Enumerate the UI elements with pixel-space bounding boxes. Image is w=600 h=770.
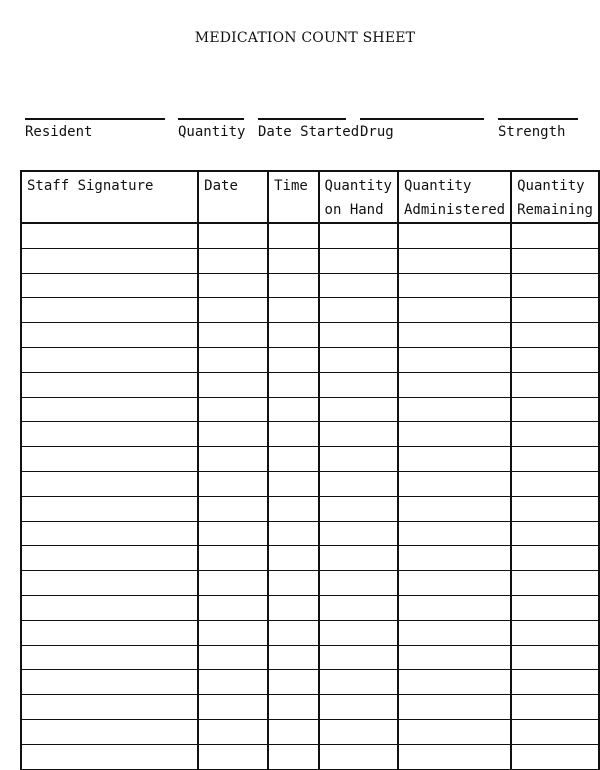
- table-row: [21, 397, 599, 422]
- table-row: [21, 248, 599, 273]
- cell-time[interactable]: [268, 323, 318, 348]
- cell-staff-signature[interactable]: [21, 273, 198, 298]
- cell-quantity-remaining[interactable]: [511, 298, 599, 323]
- cell-quantity-remaining[interactable]: [511, 670, 599, 695]
- cell-quantity-remaining[interactable]: [511, 571, 599, 596]
- cell-quantity-administered[interactable]: [398, 323, 511, 348]
- cell-time[interactable]: [268, 422, 318, 447]
- strength-field[interactable]: [498, 118, 578, 140]
- cell-time[interactable]: [268, 372, 318, 397]
- cell-quantity-on-hand[interactable]: [319, 620, 398, 645]
- cell-quantity-remaining[interactable]: [511, 323, 599, 348]
- cell-date[interactable]: [198, 620, 268, 645]
- cell-quantity-on-hand[interactable]: [319, 521, 398, 546]
- cell-date[interactable]: [198, 521, 268, 546]
- table-row: [21, 670, 599, 695]
- drug-label: Drug: [360, 124, 394, 140]
- cell-staff-signature[interactable]: [21, 496, 198, 521]
- cell-quantity-administered[interactable]: [398, 273, 511, 298]
- cell-quantity-administered[interactable]: [398, 571, 511, 596]
- cell-staff-signature[interactable]: [21, 670, 198, 695]
- medication-count-table: [20, 170, 600, 770]
- date-started-label: Date Started: [258, 124, 360, 140]
- cell-staff-signature[interactable]: [21, 620, 198, 645]
- cell-time[interactable]: [268, 248, 318, 273]
- cell-staff-signature[interactable]: [21, 447, 198, 472]
- table-row: [21, 645, 599, 670]
- cell-quantity-administered[interactable]: [398, 422, 511, 447]
- cell-time[interactable]: [268, 496, 318, 521]
- cell-quantity-administered[interactable]: [398, 223, 511, 248]
- cell-date[interactable]: [198, 546, 268, 571]
- cell-quantity-remaining[interactable]: [511, 372, 599, 397]
- cell-date[interactable]: [198, 496, 268, 521]
- date-started-field[interactable]: [258, 118, 360, 140]
- cell-quantity-on-hand[interactable]: [319, 223, 398, 248]
- column-header-quantity-administered: Quantity Administered: [398, 171, 511, 223]
- cell-quantity-administered[interactable]: [398, 670, 511, 695]
- table-row: [21, 372, 599, 397]
- cell-staff-signature[interactable]: [21, 422, 198, 447]
- cell-date[interactable]: [198, 248, 268, 273]
- cell-date[interactable]: [198, 595, 268, 620]
- cell-quantity-on-hand[interactable]: [319, 496, 398, 521]
- cell-staff-signature[interactable]: [21, 323, 198, 348]
- cell-quantity-remaining[interactable]: [511, 223, 599, 248]
- cell-staff-signature[interactable]: [21, 571, 198, 596]
- cell-quantity-on-hand[interactable]: [319, 471, 398, 496]
- cell-staff-signature[interactable]: [21, 744, 198, 769]
- cell-staff-signature[interactable]: [21, 719, 198, 744]
- cell-staff-signature[interactable]: [21, 645, 198, 670]
- cell-quantity-remaining[interactable]: [511, 248, 599, 273]
- cell-date[interactable]: [198, 719, 268, 744]
- cell-staff-signature[interactable]: [21, 695, 198, 720]
- cell-quantity-remaining[interactable]: [511, 744, 599, 769]
- cell-date[interactable]: [198, 744, 268, 769]
- cell-time[interactable]: [268, 521, 318, 546]
- cell-quantity-on-hand[interactable]: [319, 744, 398, 769]
- cell-quantity-on-hand[interactable]: [319, 447, 398, 472]
- cell-staff-signature[interactable]: [21, 298, 198, 323]
- cell-date[interactable]: [198, 347, 268, 372]
- cell-staff-signature[interactable]: [21, 397, 198, 422]
- cell-staff-signature[interactable]: [21, 521, 198, 546]
- cell-quantity-remaining[interactable]: [511, 521, 599, 546]
- cell-date[interactable]: [198, 670, 268, 695]
- cell-quantity-remaining[interactable]: [511, 397, 599, 422]
- quantity-field[interactable]: [178, 118, 244, 140]
- cell-quantity-administered[interactable]: [398, 620, 511, 645]
- cell-quantity-administered[interactable]: [398, 298, 511, 323]
- resident-label: Resident: [25, 124, 93, 140]
- column-header-staff-signature: Staff Signature: [21, 171, 198, 223]
- cell-quantity-administered[interactable]: [398, 347, 511, 372]
- cell-quantity-on-hand[interactable]: [319, 670, 398, 695]
- cell-time[interactable]: [268, 695, 318, 720]
- cell-staff-signature[interactable]: [21, 347, 198, 372]
- cell-quantity-remaining[interactable]: [511, 471, 599, 496]
- cell-quantity-administered[interactable]: [398, 595, 511, 620]
- cell-time[interactable]: [268, 546, 318, 571]
- cell-time[interactable]: [268, 397, 318, 422]
- cell-quantity-administered[interactable]: [398, 447, 511, 472]
- cell-time[interactable]: [268, 595, 318, 620]
- cell-time[interactable]: [268, 571, 318, 596]
- cell-quantity-remaining[interactable]: [511, 447, 599, 472]
- column-header-quantity-remaining: Quantity Remaining: [511, 171, 599, 223]
- cell-staff-signature[interactable]: [21, 248, 198, 273]
- cell-quantity-on-hand[interactable]: [319, 298, 398, 323]
- cell-staff-signature[interactable]: [21, 471, 198, 496]
- column-header-quantity-on-hand: Quantity on Hand: [319, 171, 398, 223]
- table-row: [21, 223, 599, 248]
- cell-time[interactable]: [268, 447, 318, 472]
- cell-quantity-on-hand[interactable]: [319, 695, 398, 720]
- cell-quantity-remaining[interactable]: [511, 595, 599, 620]
- cell-quantity-administered[interactable]: [398, 695, 511, 720]
- table-row: [21, 496, 599, 521]
- cell-date[interactable]: [198, 645, 268, 670]
- drug-line: [360, 118, 484, 120]
- table-row: [21, 298, 599, 323]
- cell-quantity-administered[interactable]: [398, 546, 511, 571]
- cell-time[interactable]: [268, 670, 318, 695]
- cell-quantity-on-hand[interactable]: [319, 422, 398, 447]
- column-header-time: Time: [268, 171, 318, 223]
- cell-quantity-remaining[interactable]: [511, 273, 599, 298]
- header-fields: [0, 118, 600, 158]
- cell-quantity-on-hand[interactable]: [319, 571, 398, 596]
- table-row: [21, 620, 599, 645]
- date-started-line: [258, 118, 346, 120]
- cell-quantity-remaining[interactable]: [511, 347, 599, 372]
- cell-quantity-administered[interactable]: [398, 645, 511, 670]
- cell-date[interactable]: [198, 323, 268, 348]
- table-row: [21, 323, 599, 348]
- table-row: [21, 571, 599, 596]
- cell-quantity-administered[interactable]: [398, 397, 511, 422]
- cell-quantity-remaining[interactable]: [511, 422, 599, 447]
- cell-date[interactable]: [198, 471, 268, 496]
- cell-quantity-on-hand[interactable]: [319, 323, 398, 348]
- table-row: [21, 595, 599, 620]
- cell-quantity-administered[interactable]: [398, 496, 511, 521]
- cell-time[interactable]: [268, 298, 318, 323]
- cell-quantity-remaining[interactable]: [511, 496, 599, 521]
- drug-field[interactable]: [360, 118, 484, 140]
- quantity-line: [178, 118, 244, 120]
- cell-date[interactable]: [198, 273, 268, 298]
- cell-time[interactable]: [268, 471, 318, 496]
- table-body: [21, 223, 599, 769]
- strength-label: Strength: [498, 124, 566, 140]
- cell-quantity-on-hand[interactable]: [319, 645, 398, 670]
- column-header-date: Date: [198, 171, 268, 223]
- table-row: [21, 719, 599, 744]
- cell-date[interactable]: [198, 571, 268, 596]
- cell-quantity-administered[interactable]: [398, 719, 511, 744]
- cell-quantity-on-hand[interactable]: [319, 595, 398, 620]
- cell-quantity-administered[interactable]: [398, 471, 511, 496]
- cell-time[interactable]: [268, 347, 318, 372]
- resident-line: [25, 118, 165, 120]
- strength-line: [498, 118, 578, 120]
- cell-quantity-on-hand[interactable]: [319, 397, 398, 422]
- cell-date[interactable]: [198, 447, 268, 472]
- table-row: [21, 744, 599, 769]
- cell-quantity-administered[interactable]: [398, 521, 511, 546]
- cell-quantity-on-hand[interactable]: [319, 273, 398, 298]
- cell-staff-signature[interactable]: [21, 595, 198, 620]
- cell-quantity-remaining[interactable]: [511, 719, 599, 744]
- table-row: [21, 471, 599, 496]
- table-row: [21, 447, 599, 472]
- cell-date[interactable]: [198, 223, 268, 248]
- cell-quantity-remaining[interactable]: [511, 546, 599, 571]
- table-row: [21, 347, 599, 372]
- cell-quantity-remaining[interactable]: [511, 645, 599, 670]
- cell-quantity-on-hand[interactable]: [319, 347, 398, 372]
- cell-time[interactable]: [268, 223, 318, 248]
- cell-quantity-administered[interactable]: [398, 248, 511, 273]
- cell-quantity-administered[interactable]: [398, 372, 511, 397]
- cell-time[interactable]: [268, 744, 318, 769]
- cell-quantity-remaining[interactable]: [511, 620, 599, 645]
- table-row: [21, 521, 599, 546]
- page-title: MEDICATION COUNT SHEET: [194, 30, 416, 46]
- table-row: [21, 273, 599, 298]
- table-header-row: [21, 171, 599, 223]
- cell-time[interactable]: [268, 273, 318, 298]
- table-row: [21, 546, 599, 571]
- cell-quantity-remaining[interactable]: [511, 695, 599, 720]
- cell-date[interactable]: [198, 397, 268, 422]
- cell-staff-signature[interactable]: [21, 223, 198, 248]
- cell-date[interactable]: [198, 298, 268, 323]
- cell-time[interactable]: [268, 620, 318, 645]
- cell-quantity-on-hand[interactable]: [319, 248, 398, 273]
- table-row: [21, 695, 599, 720]
- cell-staff-signature[interactable]: [21, 372, 198, 397]
- quantity-label: Quantity: [178, 124, 246, 140]
- cell-date[interactable]: [198, 372, 268, 397]
- cell-date[interactable]: [198, 422, 268, 447]
- cell-quantity-administered[interactable]: [398, 744, 511, 769]
- cell-staff-signature[interactable]: [21, 546, 198, 571]
- cell-time[interactable]: [268, 719, 318, 744]
- cell-quantity-on-hand[interactable]: [319, 719, 398, 744]
- table-row: [21, 422, 599, 447]
- resident-field[interactable]: [25, 118, 165, 140]
- cell-time[interactable]: [268, 645, 318, 670]
- cell-quantity-on-hand[interactable]: [319, 372, 398, 397]
- cell-quantity-on-hand[interactable]: [319, 546, 398, 571]
- cell-date[interactable]: [198, 695, 268, 720]
